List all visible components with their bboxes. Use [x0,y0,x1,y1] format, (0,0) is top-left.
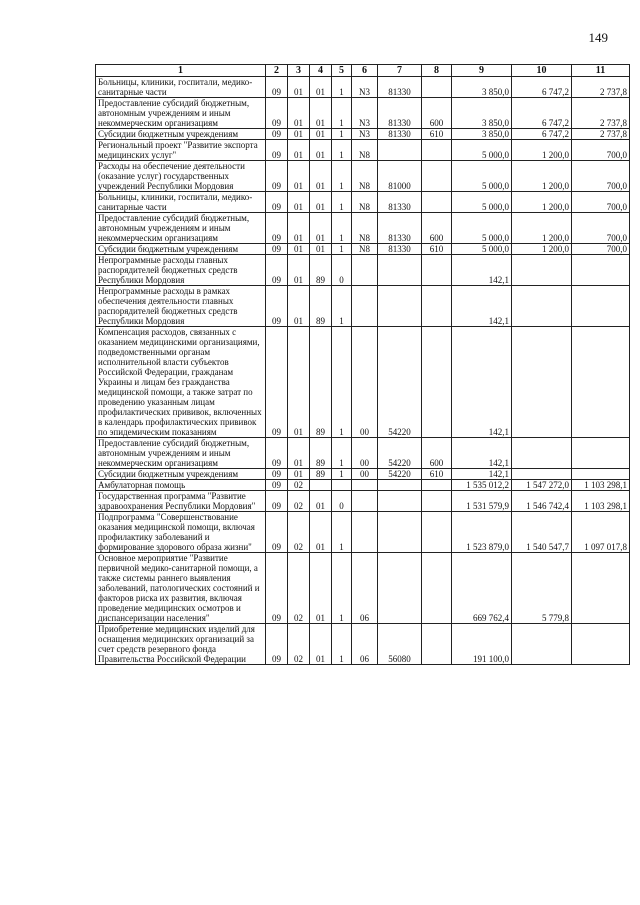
row-code-2: 09 [266,77,288,98]
row-code-6 [352,480,378,491]
row-value-9: 5 000,0 [452,192,512,213]
row-code-4: 01 [310,192,332,213]
table-row [96,512,630,553]
row-value-9: 1 523 879,0 [452,512,512,553]
row-value-10 [512,327,572,438]
row-code-7: 54220 [378,469,422,480]
row-code-6: N8 [352,244,378,255]
row-code-7: 81330 [378,213,422,244]
row-code-3: 02 [288,512,310,553]
row-name-cell: Субсидии бюджетным учреждениям [96,469,266,480]
row-code-2: 09 [266,192,288,213]
row-value-9: 3 850,0 [452,129,512,140]
row-code-4: 89 [310,327,332,438]
row-value-10: 1 200,0 [512,161,572,192]
row-code-5: 1 [332,129,352,140]
row-value-10 [512,438,572,469]
row-code-5: 1 [332,161,352,192]
row-value-11: 2 737,8 [572,98,630,129]
page-number: 149 [588,30,608,45]
row-value-10: 1 540 547,7 [512,512,572,553]
row-code-2: 09 [266,327,288,438]
row-code-3: 01 [288,255,310,286]
row-code-8 [422,491,452,512]
row-code-7: 81330 [378,192,422,213]
row-code-8 [422,512,452,553]
row-code-5: 1 [332,140,352,161]
row-name-cell: Непрограммные расходы главных распорядителей бюджетных средств Республики Мордовия [96,255,266,286]
row-value-11 [572,255,630,286]
row-value-11: 700,0 [572,192,630,213]
row-code-7: 54220 [378,327,422,438]
row-value-10: 6 747,2 [512,77,572,98]
row-value-9: 142,1 [452,469,512,480]
row-code-2: 09 [266,553,288,624]
row-name-cell: Предоставление субсидий бюджетным, автономным учреждениям и иным некоммерческим организациям [96,98,266,129]
row-name-cell: Предоставление субсидий бюджетным, автономным учреждениям и иным некоммерческим организациям [96,438,266,469]
row-code-4: 01 [310,213,332,244]
row-code-8 [422,140,452,161]
col-header-10: 10 [512,65,572,77]
row-code-4: 01 [310,129,332,140]
row-value-11 [572,469,630,480]
row-value-11: 1 103 298,1 [572,491,630,512]
row-value-10: 1 547 272,0 [512,480,572,491]
row-code-4: 01 [310,491,332,512]
row-code-2: 09 [266,512,288,553]
row-code-8: 610 [422,469,452,480]
row-name-cell: Больницы, клиники, госпитали, медико-санитарные части [96,192,266,213]
row-value-10 [512,286,572,327]
row-name-cell: Расходы на обеспечение деятельности (оказание услуг) государственных учреждений Республики Мордовия [96,161,266,192]
row-code-4: 89 [310,286,332,327]
row-code-7 [378,286,422,327]
table-row [96,192,630,213]
row-code-3: 02 [288,491,310,512]
row-code-7: 81330 [378,77,422,98]
row-value-10 [512,624,572,665]
row-code-2: 09 [266,244,288,255]
row-code-6: N3 [352,77,378,98]
row-name-cell: Больницы, клиники, госпитали, медико-санитарные части [96,77,266,98]
row-code-7: 81330 [378,98,422,129]
header-row [96,65,630,77]
row-code-7: 81330 [378,244,422,255]
table-row [96,98,630,129]
row-code-8 [422,553,452,624]
row-code-6: 00 [352,438,378,469]
row-name-cell: Непрограммные расходы в рамках обеспечения деятельности главных распорядителей бюджетных средств Республики Мордовия [96,286,266,327]
table-row [96,327,630,438]
row-code-5: 1 [332,438,352,469]
row-code-3: 01 [288,192,310,213]
row-code-3: 01 [288,469,310,480]
row-code-6 [352,512,378,553]
col-header-9: 9 [452,65,512,77]
row-value-11: 1 103 298,1 [572,480,630,491]
table-row [96,77,630,98]
row-value-10: 1 200,0 [512,244,572,255]
row-value-11 [572,327,630,438]
row-value-9: 5 000,0 [452,244,512,255]
row-name-cell: Региональный проект "Развитие экспорта медицинских услуг" [96,140,266,161]
col-header-11: 11 [572,65,630,77]
row-code-6: N8 [352,192,378,213]
row-code-6: 00 [352,327,378,438]
row-code-5: 1 [332,244,352,255]
row-code-4: 01 [310,161,332,192]
row-name-cell: Предоставление субсидий бюджетным, автономным учреждениям и иным некоммерческим организациям [96,213,266,244]
row-code-2: 09 [266,129,288,140]
row-name-cell: Амбулаторная помощь [96,480,266,491]
row-code-8 [422,255,452,286]
row-code-2: 09 [266,286,288,327]
row-value-9: 1 531 579,9 [452,491,512,512]
row-name-cell: Основное мероприятие "Развитие первичной медико-санитарной помощи, а также системы раннего выявления заболеваний, патологических состояний и факторов риска их развития, включая проведение медицинских осмотров и диспансеризации населения" [96,553,266,624]
row-value-10: 1 200,0 [512,140,572,161]
row-code-5: 1 [332,327,352,438]
col-header-3: 3 [288,65,310,77]
row-value-11: 700,0 [572,213,630,244]
row-code-3: 01 [288,98,310,129]
table-row [96,161,630,192]
table-row [96,129,630,140]
row-code-6: 06 [352,624,378,665]
row-code-6: 06 [352,553,378,624]
row-value-9: 5 000,0 [452,161,512,192]
table-row [96,255,630,286]
row-code-8: 610 [422,244,452,255]
row-code-3: 01 [288,213,310,244]
row-name-cell: Субсидии бюджетным учреждениям [96,129,266,140]
row-code-7: 54220 [378,438,422,469]
row-value-9: 5 000,0 [452,140,512,161]
row-code-7 [378,512,422,553]
row-code-6 [352,255,378,286]
col-header-4: 4 [310,65,332,77]
row-code-4: 89 [310,255,332,286]
col-header-2: 2 [266,65,288,77]
row-code-5: 1 [332,77,352,98]
row-code-4: 01 [310,244,332,255]
row-value-11 [572,438,630,469]
row-code-3: 01 [288,161,310,192]
row-code-5: 1 [332,624,352,665]
table-row [96,244,630,255]
row-value-9: 142,1 [452,286,512,327]
row-code-8: 610 [422,129,452,140]
row-code-5: 1 [332,469,352,480]
row-code-5: 1 [332,553,352,624]
row-value-10: 1 200,0 [512,213,572,244]
table-row [96,469,630,480]
row-value-10: 6 747,2 [512,98,572,129]
row-code-6: 00 [352,469,378,480]
row-value-9: 142,1 [452,255,512,286]
row-code-3: 02 [288,480,310,491]
row-code-7: 56080 [378,624,422,665]
row-code-7 [378,491,422,512]
row-code-3: 01 [288,244,310,255]
row-value-10: 1 546 742,4 [512,491,572,512]
col-header-name: 1 [96,65,266,77]
row-value-11 [572,286,630,327]
row-code-3: 02 [288,624,310,665]
row-code-5: 1 [332,512,352,553]
row-code-5: 0 [332,255,352,286]
row-code-7 [378,255,422,286]
row-code-5: 1 [332,213,352,244]
row-code-6 [352,286,378,327]
row-value-9: 3 850,0 [452,98,512,129]
row-code-8 [422,286,452,327]
row-value-11 [572,624,630,665]
row-code-3: 02 [288,553,310,624]
row-code-5: 0 [332,491,352,512]
budget-table [95,64,630,665]
row-value-9: 1 535 012,2 [452,480,512,491]
row-value-9: 191 100,0 [452,624,512,665]
row-code-3: 01 [288,286,310,327]
col-header-6: 6 [352,65,378,77]
table-row [96,286,630,327]
row-name-cell: Компенсация расходов, связанных с оказанием медицинскими организациями, подведомственными органам исполнительной власти субъектов Российской Федерации, гражданам Украины и лицам без гражданства медицинской помощи, а также затрат по проведению указанным лицам профилактических прививок, включенных в календарь профилактических прививок по эпидемическим показаниям [96,327,266,438]
row-value-9: 142,1 [452,327,512,438]
row-code-8 [422,161,452,192]
row-code-4 [310,480,332,491]
col-header-8: 8 [422,65,452,77]
row-code-2: 09 [266,213,288,244]
row-code-4: 01 [310,512,332,553]
row-value-11: 700,0 [572,140,630,161]
row-name-cell: Государственная программа "Развитие здравоохранения Республики Мордовия" [96,491,266,512]
row-value-11: 700,0 [572,244,630,255]
row-value-10: 5 779,8 [512,553,572,624]
row-value-11: 700,0 [572,161,630,192]
row-code-5: 1 [332,286,352,327]
table-row [96,491,630,512]
row-value-10 [512,255,572,286]
row-code-7 [378,553,422,624]
row-code-8 [422,77,452,98]
row-name-cell: Подпрограмма "Совершенствование оказания медицинской помощи, включая профилактику заболеваний и формирование здорового образа жизни" [96,512,266,553]
row-value-9: 142,1 [452,438,512,469]
row-code-4: 01 [310,624,332,665]
row-value-11: 2 737,8 [572,77,630,98]
row-code-3: 01 [288,140,310,161]
table-row [96,213,630,244]
row-code-2: 09 [266,480,288,491]
row-code-6: N8 [352,213,378,244]
row-code-5 [332,480,352,491]
row-code-4: 01 [310,77,332,98]
row-code-4: 01 [310,140,332,161]
row-value-11: 2 737,8 [572,129,630,140]
row-code-2: 09 [266,438,288,469]
row-code-7: 81330 [378,129,422,140]
row-code-3: 01 [288,327,310,438]
row-code-8: 600 [422,213,452,244]
row-code-2: 09 [266,161,288,192]
row-code-3: 01 [288,129,310,140]
row-code-6: N8 [352,140,378,161]
row-code-4: 89 [310,438,332,469]
row-code-4: 89 [310,469,332,480]
row-value-10 [512,469,572,480]
table-row [96,438,630,469]
col-header-5: 5 [332,65,352,77]
row-code-8 [422,480,452,491]
table-row [96,480,630,491]
row-code-4: 01 [310,553,332,624]
row-code-2: 09 [266,140,288,161]
row-code-6: N3 [352,129,378,140]
row-code-8 [422,192,452,213]
row-name-cell: Приобретение медицинских изделий для оснащения медицинских организаций за счет средств резервного фонда Правительства Российской Федерации [96,624,266,665]
row-code-6 [352,491,378,512]
row-code-3: 01 [288,77,310,98]
row-code-4: 01 [310,98,332,129]
row-value-10: 1 200,0 [512,192,572,213]
row-code-2: 09 [266,469,288,480]
row-code-8: 600 [422,438,452,469]
row-code-2: 09 [266,624,288,665]
row-value-9: 3 850,0 [452,77,512,98]
row-code-3: 01 [288,438,310,469]
row-code-5: 1 [332,192,352,213]
row-value-9: 5 000,0 [452,213,512,244]
table-row [96,140,630,161]
row-code-8 [422,624,452,665]
row-code-7 [378,480,422,491]
row-code-2: 09 [266,255,288,286]
row-value-11: 1 097 017,8 [572,512,630,553]
row-name-cell: Субсидии бюджетным учреждениям [96,244,266,255]
table-row [96,553,630,624]
row-code-7: 81000 [378,161,422,192]
row-code-6: N8 [352,161,378,192]
col-header-7: 7 [378,65,422,77]
row-code-2: 09 [266,98,288,129]
row-code-7 [378,140,422,161]
table-row [96,624,630,665]
row-code-5: 1 [332,98,352,129]
row-value-9: 669 762,4 [452,553,512,624]
row-value-11 [572,553,630,624]
row-code-2: 09 [266,491,288,512]
row-code-6: N3 [352,98,378,129]
row-code-8 [422,327,452,438]
row-value-10: 6 747,2 [512,129,572,140]
row-code-8: 600 [422,98,452,129]
